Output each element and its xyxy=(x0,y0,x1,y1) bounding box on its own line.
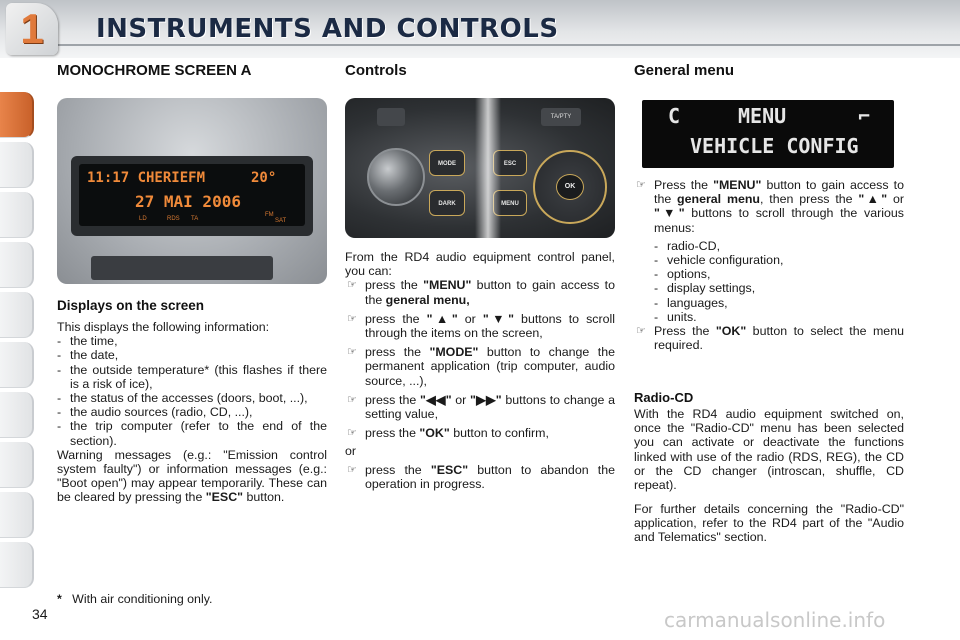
page-header xyxy=(0,0,960,58)
pointing-hand-icon: ☞ xyxy=(347,279,357,292)
chapter-tab-7[interactable] xyxy=(0,392,34,438)
mode-button: MODE xyxy=(429,150,465,176)
list-item: - radio-CD, xyxy=(654,238,721,253)
pointing-hand-icon: ☞ xyxy=(636,179,646,191)
lcd-date: 27 MAI 2006 xyxy=(135,192,241,211)
further-details-paragraph: For further details concerning the "Radio-CD" application, refer to the RD4 part of the "Audio and Telematics" section. xyxy=(634,502,904,545)
lcd-indicator: LD xyxy=(139,216,147,222)
ok-button: OK xyxy=(556,174,584,200)
list-item: - units. xyxy=(654,309,697,324)
subtitle-radio-cd: Radio-CD xyxy=(634,390,694,405)
watermark: carmanualsonline.info xyxy=(664,608,886,632)
left-intro: This displays the following information: xyxy=(57,320,270,334)
list-item: - languages, xyxy=(654,295,728,310)
chapter-tab-2[interactable] xyxy=(0,142,34,188)
list-item: - the outside temperature* (this flashes if there is a risk of ice), xyxy=(57,362,327,391)
or-text: or xyxy=(345,444,357,459)
chapter-tab-5[interactable] xyxy=(0,292,34,338)
lcd-indicator: RDS xyxy=(167,216,180,222)
dark-button: DARK xyxy=(429,190,465,216)
footnote: * With air conditioning only. xyxy=(57,592,213,606)
chapter-tab-1[interactable] xyxy=(0,92,34,138)
chapter-tab-10[interactable] xyxy=(0,542,34,588)
list-item: - vehicle configuration, xyxy=(654,253,784,268)
menu-lcd-item: VEHICLE CONFIG xyxy=(690,134,859,158)
volume-knob xyxy=(367,148,425,206)
chapter-tab-3[interactable] xyxy=(0,192,34,238)
menu-list xyxy=(634,239,904,324)
lcd-temperature: 20° xyxy=(251,170,277,186)
pointing-hand-icon: ☞ xyxy=(347,427,357,440)
menu-lcd-right: ⌐ xyxy=(858,104,871,128)
ta-pty-button: TA/PTY xyxy=(541,108,581,126)
header-divider xyxy=(50,44,960,46)
list-item: - the audio sources (radio, CD, ...), xyxy=(57,405,253,420)
list-item: ☞ press the "▲" or "▼" buttons to scroll through the items on the screen, xyxy=(347,311,615,341)
section-title-controls: Controls xyxy=(345,62,407,79)
list-item: ☞ press the "ESC" button to abandon the operation in progress. xyxy=(347,462,615,491)
chapter-tab-rail xyxy=(0,62,36,582)
chapter-tab-8[interactable] xyxy=(0,442,34,488)
list-item: ☞ press the "MODE" button to change the permanent application (trip computer, audio source, ...), xyxy=(347,345,615,388)
photo-glare xyxy=(475,98,501,238)
pointing-hand-icon: ☞ xyxy=(347,463,357,476)
lcd-indicator: FM xyxy=(265,212,274,218)
chapter-tab-4[interactable] xyxy=(0,242,34,288)
menu-lcd-left: C xyxy=(668,104,681,128)
screen-lower-panel xyxy=(91,256,273,280)
list-item: ☞ Press the "MENU" button to gain access to the general menu, then press the "▲" or "▼" buttons to scroll through the various menus: xyxy=(636,178,904,235)
hazard-button xyxy=(377,108,405,126)
pointing-hand-icon: ☞ xyxy=(347,312,357,325)
left-column-text xyxy=(57,320,327,505)
pointing-hand-icon: ☞ xyxy=(347,346,357,359)
list-item: ☞ press the "◀◀" or "▶▶" buttons to change a setting value, xyxy=(347,392,616,422)
esc-button: ESC xyxy=(493,150,527,176)
chapter-tab-9[interactable] xyxy=(0,492,34,538)
menu-lcd-title: MENU xyxy=(738,104,787,128)
list-item: ☞ press the "OK" button to confirm, xyxy=(347,426,549,441)
list-item: - the status of the accesses (doors, boot, ...), xyxy=(57,391,308,406)
screen-lcd xyxy=(79,164,305,226)
pointing-hand-icon: ☞ xyxy=(347,393,357,406)
list-item: - the time, xyxy=(57,334,118,349)
list-item: ☞ press the "MENU" button to gain access to the general menu, xyxy=(347,278,615,307)
pointing-hand-icon: ☞ xyxy=(636,325,646,338)
radio-cd-paragraph: With the RD4 audio equipment switched on, once the "Radio-CD" menu has been selected you can activate or deactivate the functions linked with use of the radio (RDS, REG), the CD or the CD changer (introscan, shuffle, CD repeat). xyxy=(634,407,904,493)
subtitle-displays: Displays on the screen xyxy=(57,298,205,313)
warning-paragraph: Warning messages (e.g.: "Emission control system faulty") or information messages (e.g.: "Boot open") may appear temporarily. These can be cleared by pressing the "ESC" button. xyxy=(57,447,327,505)
list-item: - the date, xyxy=(57,348,119,363)
page-title: INSTRUMENTS AND CONTROLS xyxy=(96,14,559,44)
section-title-general-menu: General menu xyxy=(634,62,735,79)
page-number: 34 xyxy=(32,606,48,622)
lcd-time-radio: 11:17 CHERIEFM xyxy=(87,170,206,186)
right-column-text xyxy=(634,178,904,352)
section-title-monochrome-screen: MONOCHROME SCREEN A xyxy=(57,62,252,79)
list-item: ☞ Press the "OK" button to select the menu required. xyxy=(636,324,904,353)
controls-intro: From the RD4 audio equipment control panel, you can: xyxy=(345,250,615,279)
menu-screen-photo xyxy=(642,100,894,168)
control-panel-photo xyxy=(345,98,615,238)
list-item: - the trip computer (refer to the end of the section). xyxy=(57,419,327,448)
lcd-indicator: TA xyxy=(191,216,199,222)
list-item: - options, xyxy=(654,267,711,282)
monochrome-screen-photo xyxy=(57,98,327,284)
list-item: - display settings, xyxy=(654,281,756,296)
chapter-tab-6[interactable] xyxy=(0,342,34,388)
chapter-number: 1 xyxy=(20,5,44,52)
menu-button: MENU xyxy=(493,190,527,216)
lcd-indicator: SAT xyxy=(275,218,287,224)
middle-column-text xyxy=(345,250,615,491)
